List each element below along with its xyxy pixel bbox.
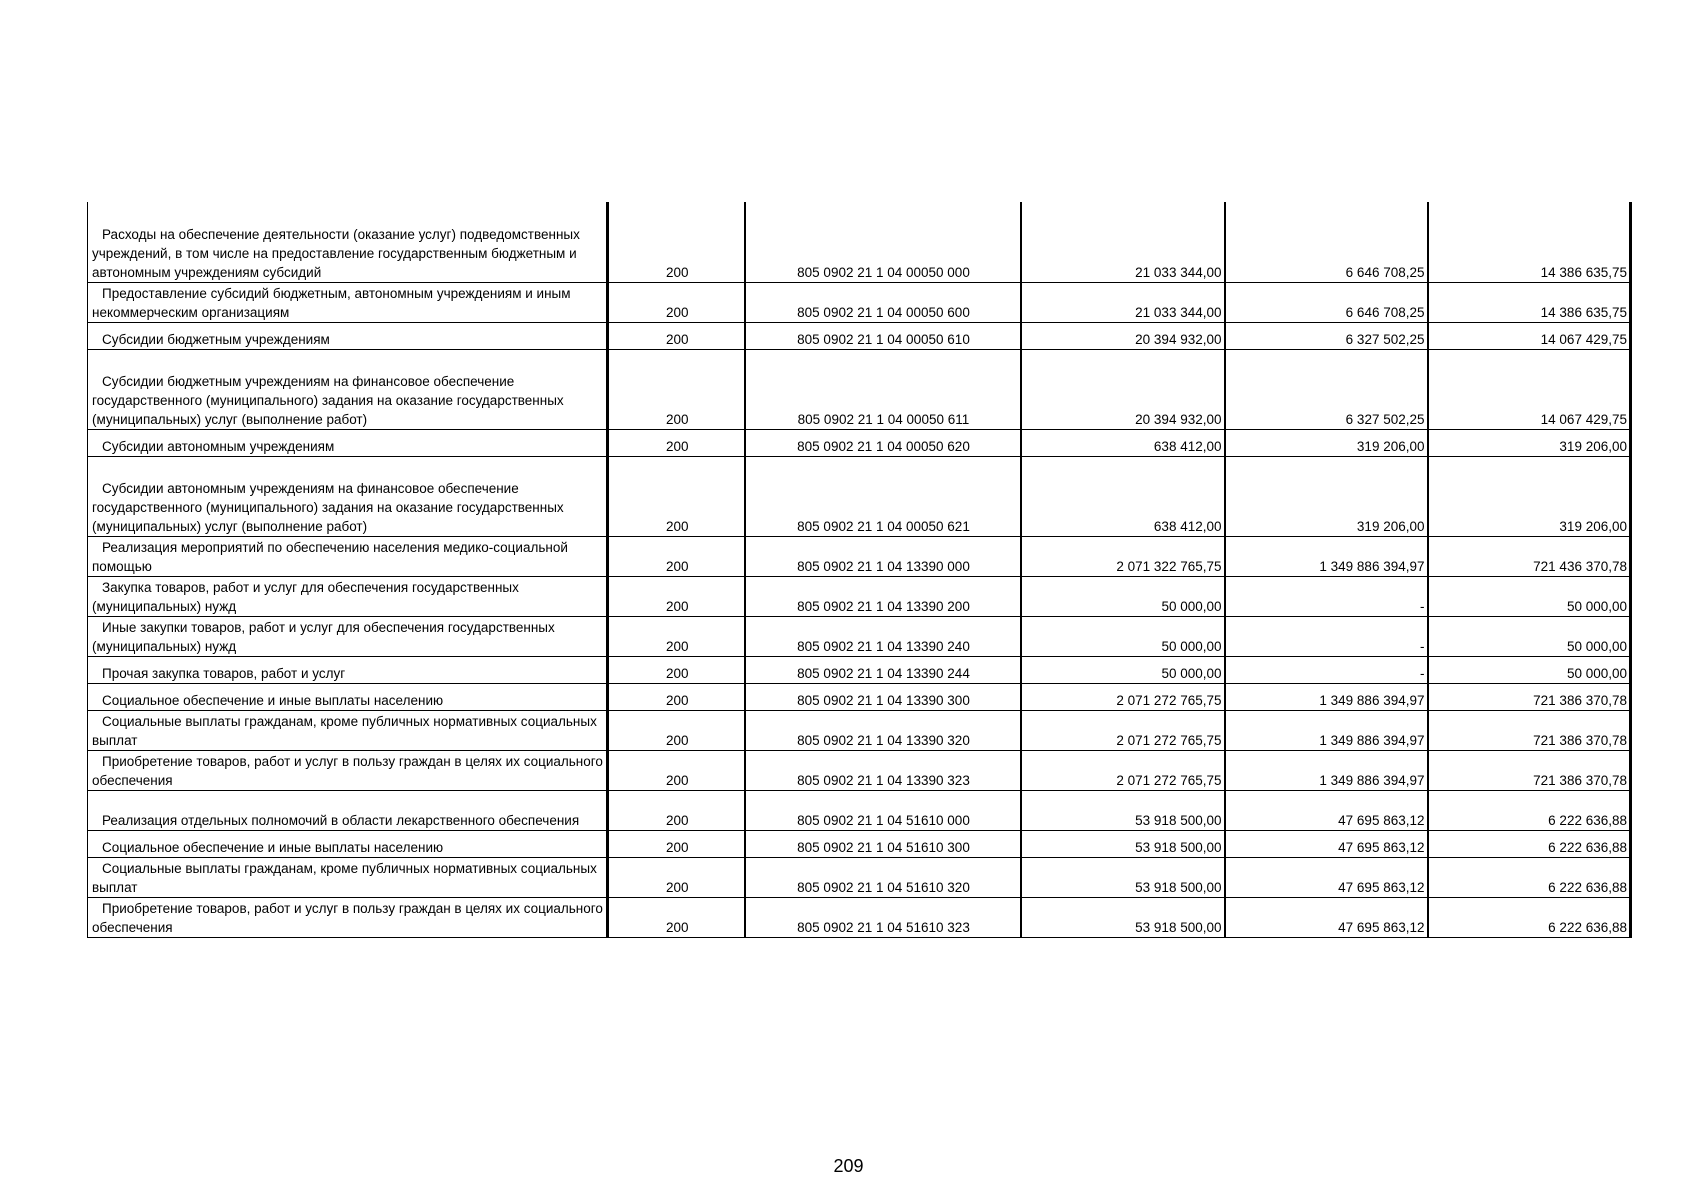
approved-amount-cell: 50 000,00 — [1021, 576, 1225, 616]
unexecuted-amount-cell: 6 222 636,88 — [1428, 790, 1631, 830]
expense-name-cell — [88, 857, 608, 897]
table-row — [88, 790, 1631, 830]
budget-classification-code-cell: 805 0902 21 1 04 13390 320 — [745, 710, 1021, 750]
expense-name-cell — [88, 897, 608, 937]
table-row — [88, 282, 1631, 322]
line-code-cell: 200 — [608, 830, 745, 857]
expense-name-cell — [88, 349, 608, 429]
unexecuted-amount-cell: 50 000,00 — [1428, 656, 1631, 683]
line-code-cell: 200 — [608, 683, 745, 710]
line-code-cell: 200 — [608, 282, 745, 322]
line-code-cell: 200 — [608, 536, 745, 576]
approved-amount-cell: 50 000,00 — [1021, 616, 1225, 656]
approved-amount-cell: 638 412,00 — [1021, 456, 1225, 536]
table-row — [88, 576, 1631, 616]
line-code-cell: 200 — [608, 710, 745, 750]
approved-amount-cell: 2 071 272 765,75 — [1021, 750, 1225, 790]
table-body — [88, 202, 1631, 937]
executed-amount-cell: 319 206,00 — [1225, 429, 1428, 456]
budget-classification-code-cell: 805 0902 21 1 04 00050 610 — [745, 322, 1021, 349]
budget-classification-code-cell: 805 0902 21 1 04 51610 000 — [745, 790, 1021, 830]
unexecuted-amount-cell: 50 000,00 — [1428, 576, 1631, 616]
budget-classification-code-cell: 805 0902 21 1 04 51610 323 — [745, 897, 1021, 937]
executed-amount-cell: 6 646 708,25 — [1225, 282, 1428, 322]
line-code-cell: 200 — [608, 202, 745, 282]
unexecuted-amount-cell: 319 206,00 — [1428, 429, 1631, 456]
approved-amount-cell: 21 033 344,00 — [1021, 202, 1225, 282]
table-row — [88, 656, 1631, 683]
unexecuted-amount-cell: 6 222 636,88 — [1428, 857, 1631, 897]
unexecuted-amount-cell: 6 222 636,88 — [1428, 830, 1631, 857]
budget-classification-code-cell: 805 0902 21 1 04 00050 000 — [745, 202, 1021, 282]
line-code-cell: 200 — [608, 750, 745, 790]
approved-amount-cell: 20 394 932,00 — [1021, 349, 1225, 429]
line-code-cell: 200 — [608, 429, 745, 456]
budget-classification-code-cell: 805 0902 21 1 04 00050 621 — [745, 456, 1021, 536]
unexecuted-amount-cell: 14 386 635,75 — [1428, 282, 1631, 322]
table-row — [88, 349, 1631, 429]
unexecuted-amount-cell: 50 000,00 — [1428, 616, 1631, 656]
budget-classification-code-cell: 805 0902 21 1 04 00050 620 — [745, 429, 1021, 456]
budget-classification-code-cell: 805 0902 21 1 04 00050 600 — [745, 282, 1021, 322]
approved-amount-cell: 53 918 500,00 — [1021, 790, 1225, 830]
budget-classification-code-cell: 805 0902 21 1 04 51610 320 — [745, 857, 1021, 897]
expense-name-text: Субсидии автономным учреждениям — [102, 438, 335, 454]
unexecuted-amount-cell: 721 386 370,78 — [1428, 710, 1631, 750]
line-code-cell: 200 — [608, 790, 745, 830]
budget-execution-table — [87, 202, 1632, 938]
expense-name-cell — [88, 282, 608, 322]
page-number: 209 — [833, 1156, 864, 1176]
expense-name-cell — [88, 576, 608, 616]
executed-amount-cell: 1 349 886 394,97 — [1225, 683, 1428, 710]
expense-name-cell — [88, 616, 608, 656]
expense-name-cell — [88, 750, 608, 790]
expense-name-text: Закупка товаров, работ и услуг для обеспечения государственных (муниципальных) нужд — [92, 579, 519, 614]
budget-classification-code-cell: 805 0902 21 1 04 13390 244 — [745, 656, 1021, 683]
line-code-cell: 200 — [608, 857, 745, 897]
approved-amount-cell: 2 071 272 765,75 — [1021, 683, 1225, 710]
expense-name-cell — [88, 456, 608, 536]
expense-name-text: Приобретение товаров, работ и услуг в пользу граждан в целях их социального обеспечения — [92, 900, 603, 935]
approved-amount-cell: 2 071 272 765,75 — [1021, 710, 1225, 750]
executed-amount-cell: 6 646 708,25 — [1225, 202, 1428, 282]
table-row — [88, 616, 1631, 656]
expense-name-text: Реализация отдельных полномочий в области лекарственного обеспечения — [102, 812, 580, 828]
executed-amount-cell: 47 695 863,12 — [1225, 897, 1428, 937]
expense-name-cell — [88, 656, 608, 683]
executed-amount-cell: 6 327 502,25 — [1225, 322, 1428, 349]
approved-amount-cell: 53 918 500,00 — [1021, 897, 1225, 937]
expense-name-text: Социальное обеспечение и иные выплаты населению — [102, 692, 444, 708]
table-row — [88, 830, 1631, 857]
approved-amount-cell: 21 033 344,00 — [1021, 282, 1225, 322]
table-row — [88, 536, 1631, 576]
expense-name-text: Социальное обеспечение и иные выплаты населению — [102, 839, 444, 855]
expense-name-text: Предоставление субсидий бюджетным, автономным учреждениям и иным некоммерческим организациям — [92, 285, 571, 320]
expense-name-text: Субсидии бюджетным учреждениям — [102, 331, 330, 347]
line-code-cell: 200 — [608, 656, 745, 683]
budget-classification-code-cell: 805 0902 21 1 04 13390 300 — [745, 683, 1021, 710]
unexecuted-amount-cell: 14 067 429,75 — [1428, 349, 1631, 429]
line-code-cell: 200 — [608, 349, 745, 429]
expense-name-text: Иные закупки товаров, работ и услуг для обеспечения государственных (муниципальных) нужд — [92, 619, 555, 654]
table-row — [88, 710, 1631, 750]
table-row — [88, 429, 1631, 456]
table-row — [88, 750, 1631, 790]
executed-amount-cell: - — [1225, 576, 1428, 616]
table-row — [88, 202, 1631, 282]
expense-name-text: Социальные выплаты гражданам, кроме публичных нормативных социальных выплат — [92, 860, 597, 895]
expense-name-text: Субсидии бюджетным учреждениям на финансовое обеспечение государственного (муниципального) задания на оказание государственных (муниципальных) услуг (выполнение работ) — [92, 373, 564, 427]
table-row — [88, 322, 1631, 349]
table-row — [88, 897, 1631, 937]
approved-amount-cell: 638 412,00 — [1021, 429, 1225, 456]
line-code-cell: 200 — [608, 616, 745, 656]
table-row — [88, 456, 1631, 536]
unexecuted-amount-cell: 14 386 635,75 — [1428, 202, 1631, 282]
budget-classification-code-cell: 805 0902 21 1 04 00050 611 — [745, 349, 1021, 429]
expense-name-cell — [88, 790, 608, 830]
executed-amount-cell: 47 695 863,12 — [1225, 790, 1428, 830]
budget-classification-code-cell: 805 0902 21 1 04 13390 240 — [745, 616, 1021, 656]
expense-name-cell — [88, 710, 608, 750]
table-row — [88, 857, 1631, 897]
executed-amount-cell: - — [1225, 616, 1428, 656]
expense-name-cell — [88, 202, 608, 282]
unexecuted-amount-cell: 319 206,00 — [1428, 456, 1631, 536]
expense-name-text: Расходы на обеспечение деятельности (оказание услуг) подведомственных учреждений, в том числе на предоставление государственным бюджетным и автономным учреждениям субсидий — [92, 226, 580, 280]
expense-name-text: Социальные выплаты гражданам, кроме публичных нормативных социальных выплат — [92, 713, 597, 748]
unexecuted-amount-cell: 721 386 370,78 — [1428, 683, 1631, 710]
budget-classification-code-cell: 805 0902 21 1 04 13390 000 — [745, 536, 1021, 576]
executed-amount-cell: 6 327 502,25 — [1225, 349, 1428, 429]
budget-classification-code-cell: 805 0902 21 1 04 13390 323 — [745, 750, 1021, 790]
expense-name-text: Реализация мероприятий по обеспечению населения медико-социальной помощью — [92, 539, 568, 574]
executed-amount-cell: 319 206,00 — [1225, 456, 1428, 536]
executed-amount-cell: 47 695 863,12 — [1225, 857, 1428, 897]
table-row — [88, 683, 1631, 710]
line-code-cell: 200 — [608, 322, 745, 349]
approved-amount-cell: 53 918 500,00 — [1021, 857, 1225, 897]
line-code-cell: 200 — [608, 897, 745, 937]
unexecuted-amount-cell: 721 386 370,78 — [1428, 750, 1631, 790]
approved-amount-cell: 20 394 932,00 — [1021, 322, 1225, 349]
line-code-cell: 200 — [608, 576, 745, 616]
expense-name-cell — [88, 830, 608, 857]
approved-amount-cell: 2 071 322 765,75 — [1021, 536, 1225, 576]
executed-amount-cell: 1 349 886 394,97 — [1225, 536, 1428, 576]
expense-name-text: Субсидии автономным учреждениям на финансовое обеспечение государственного (муниципального) задания на оказание государственных (муниципальных) услуг (выполнение работ) — [92, 480, 564, 534]
executed-amount-cell: 1 349 886 394,97 — [1225, 750, 1428, 790]
executed-amount-cell: 1 349 886 394,97 — [1225, 710, 1428, 750]
unexecuted-amount-cell: 721 436 370,78 — [1428, 536, 1631, 576]
line-code-cell: 200 — [608, 456, 745, 536]
budget-classification-code-cell: 805 0902 21 1 04 51610 300 — [745, 830, 1021, 857]
expense-name-cell — [88, 683, 608, 710]
expense-name-cell — [88, 322, 608, 349]
executed-amount-cell: 47 695 863,12 — [1225, 830, 1428, 857]
approved-amount-cell: 53 918 500,00 — [1021, 830, 1225, 857]
expense-name-text: Прочая закупка товаров, работ и услуг — [102, 665, 346, 681]
unexecuted-amount-cell: 14 067 429,75 — [1428, 322, 1631, 349]
approved-amount-cell: 50 000,00 — [1021, 656, 1225, 683]
budget-classification-code-cell: 805 0902 21 1 04 13390 200 — [745, 576, 1021, 616]
executed-amount-cell: - — [1225, 656, 1428, 683]
expense-name-cell — [88, 536, 608, 576]
expense-name-cell — [88, 429, 608, 456]
expense-name-text: Приобретение товаров, работ и услуг в пользу граждан в целях их социального обеспечения — [92, 753, 603, 788]
unexecuted-amount-cell: 6 222 636,88 — [1428, 897, 1631, 937]
